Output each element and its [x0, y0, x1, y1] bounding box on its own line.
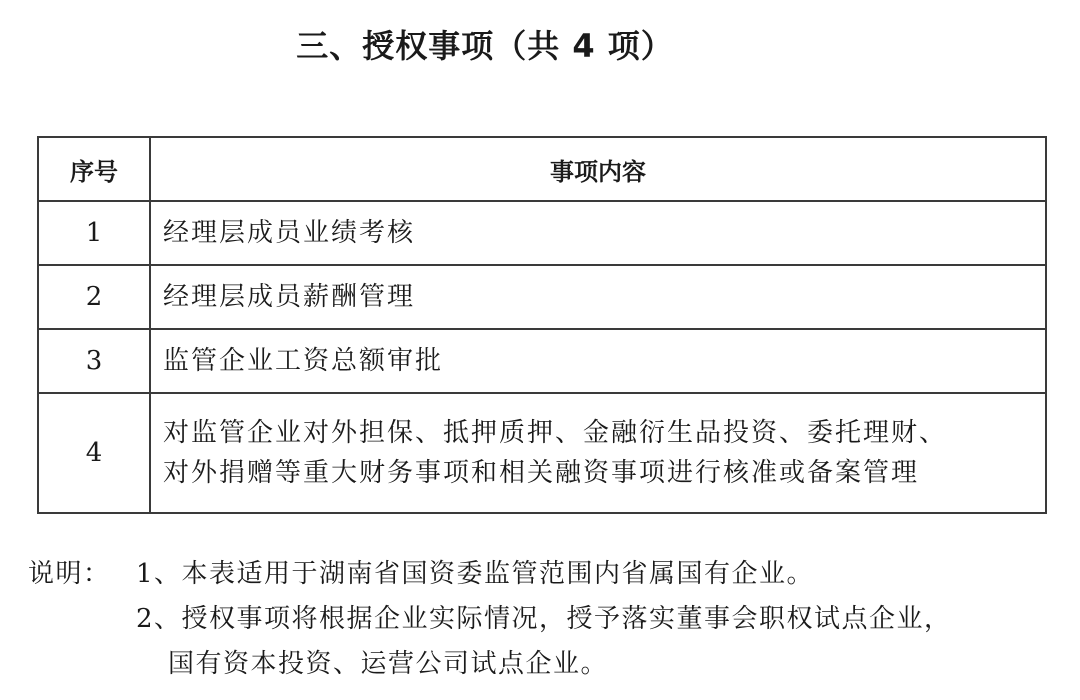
row-content-line: 对外捐赠等重大财务事项和相关融资事项进行核准或备案管理 — [163, 458, 920, 488]
notes-label: 说明： — [28, 559, 111, 589]
header-serial-number: 序号 — [38, 137, 150, 201]
row-content: 监管企业工资总额审批 — [150, 329, 1046, 393]
table-header-row — [38, 137, 1046, 201]
table-row — [38, 201, 1046, 265]
row-number: 1 — [38, 201, 150, 265]
row-number: 2 — [38, 265, 150, 329]
row-content — [150, 393, 1046, 513]
note-item: 1、本表适用于湖南省国资委监管范围内省属国有企业。 — [136, 559, 815, 589]
page-title: 三、授权事项（共 4 项） — [296, 27, 674, 65]
header-item-content: 事项内容 — [150, 137, 1046, 201]
note-item: 2、授权事项将根据企业实际情况，授予落实董事会职权试点企业， — [136, 604, 952, 634]
table-row — [38, 329, 1046, 393]
table-row — [38, 393, 1046, 513]
row-content-line: 对监管企业对外担保、抵押质押、金融衍生品投资、委托理财、 — [163, 418, 948, 448]
authorization-table — [37, 136, 1047, 514]
row-number: 4 — [38, 393, 150, 513]
notes-section — [28, 552, 1068, 687]
row-content: 经理层成员业绩考核 — [150, 201, 1046, 265]
row-content: 经理层成员薪酬管理 — [150, 265, 1046, 329]
note-item-continuation: 国有资本投资、运营公司试点企业。 — [168, 649, 609, 679]
table-row — [38, 265, 1046, 329]
row-number: 3 — [38, 329, 150, 393]
